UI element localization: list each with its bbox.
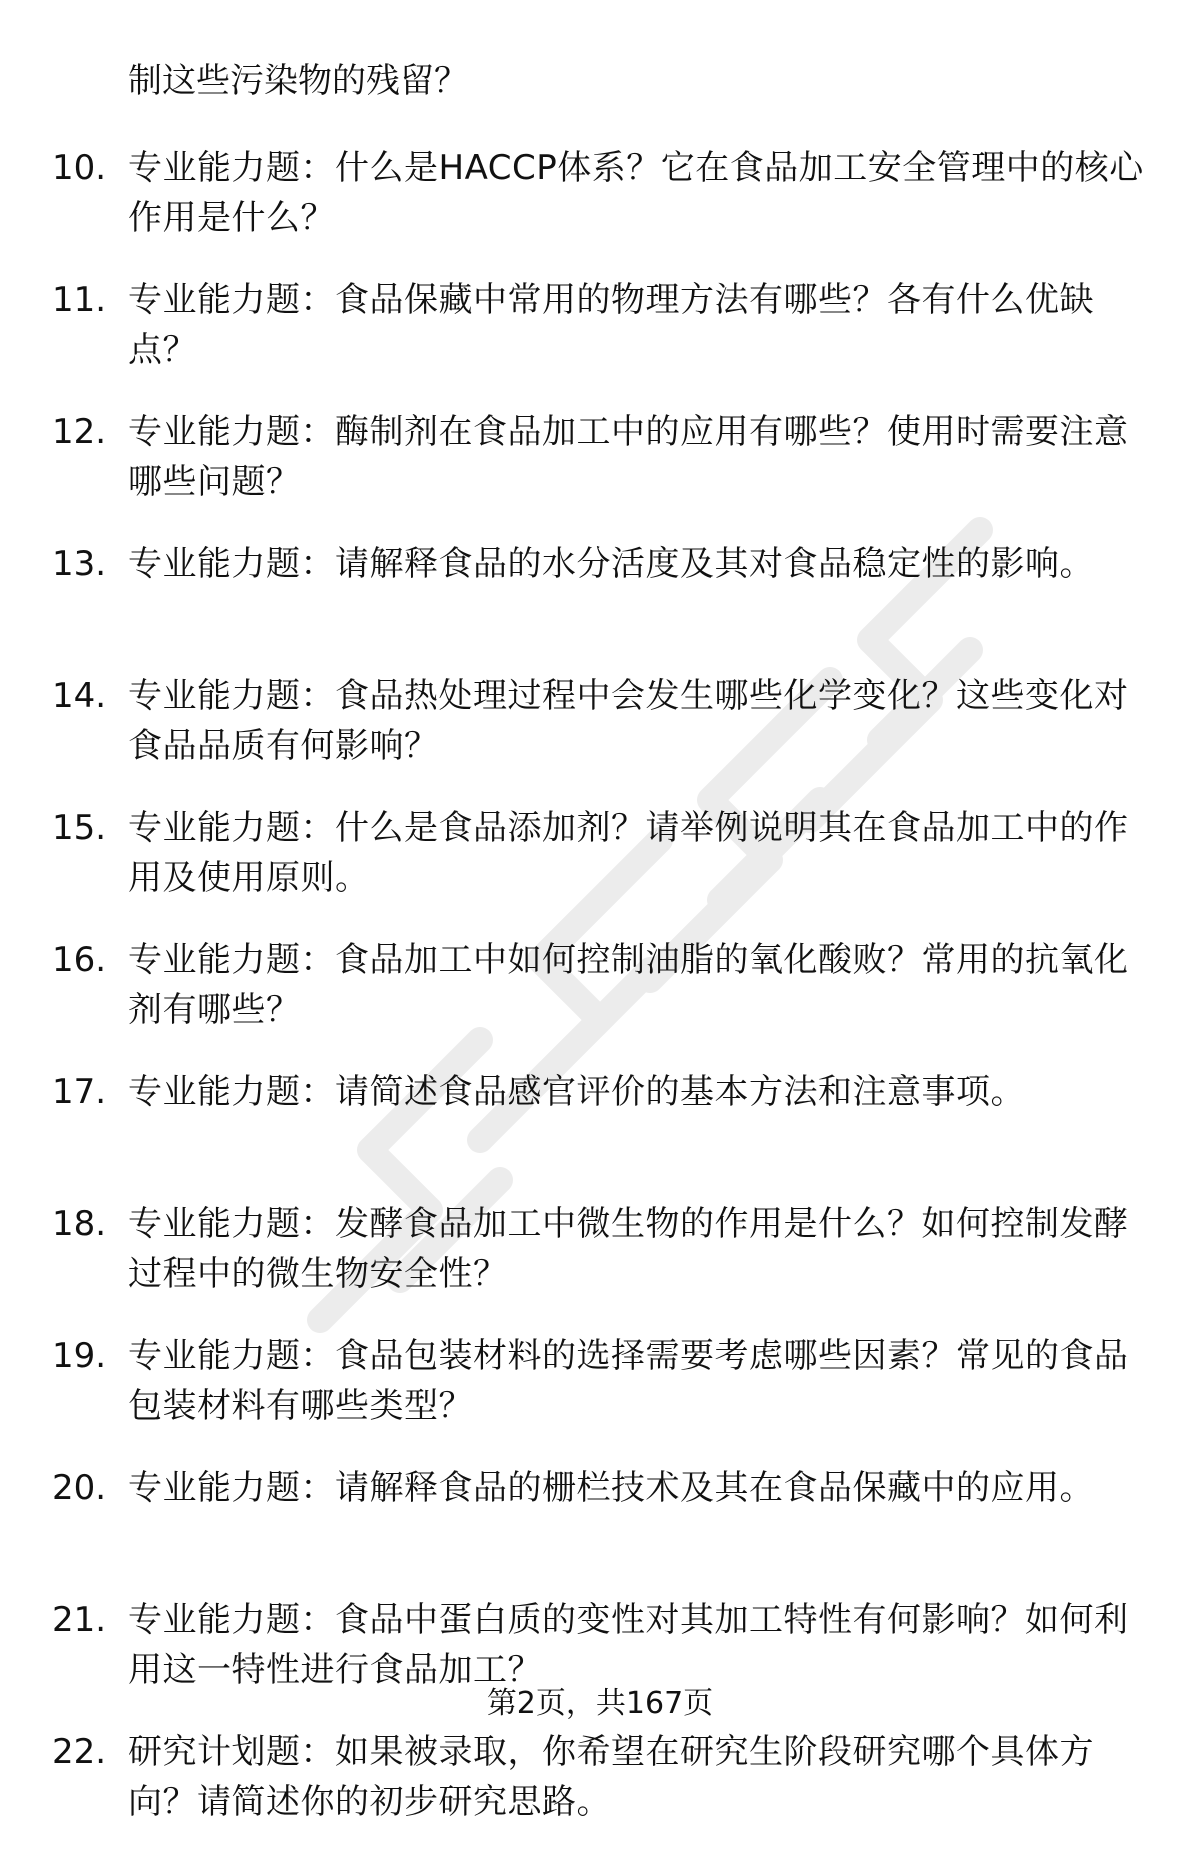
question-text: 专业能力题：什么是HACCP体系？它在食品加工安全管理中的核心作用是什么？ [128, 148, 1144, 238]
question-text: 专业能力题：请解释食品的栅栏技术及其在食品保藏中的应用。 [128, 1468, 1094, 1508]
question-number: 22. [52, 1732, 107, 1772]
question-number: 11. [52, 280, 107, 320]
question-number: 13. [52, 544, 107, 584]
question-text: 专业能力题：食品加工中如何控制油脂的氧化酸败？常用的抗氧化剂有哪些？ [128, 940, 1129, 1030]
question-number: 17. [52, 1072, 107, 1112]
question-text: 专业能力题：请解释食品的水分活度及其对食品稳定性的影响。 [128, 544, 1094, 584]
question-number: 21. [52, 1600, 107, 1640]
question-number: 18. [52, 1204, 107, 1244]
page-footer: 第2页，共167页 [486, 1686, 714, 1721]
question-text: 专业能力题：食品保藏中常用的物理方法有哪些？各有什么优缺点？ [128, 280, 1094, 370]
question-number: 14. [52, 676, 107, 716]
question-number: 20. [52, 1468, 107, 1508]
question-text: 专业能力题：什么是食品添加剂？请举例说明其在食品加工中的作用及使用原则。 [128, 808, 1129, 898]
question-number: 15. [52, 808, 107, 848]
continuation-line: 制这些污染物的残留？ [128, 61, 468, 101]
question-text: 专业能力题：食品热处理过程中会发生哪些化学变化？这些变化对食品品质有何影响？ [128, 676, 1129, 766]
question-text: 专业能力题：酶制剂在食品加工中的应用有哪些？使用时需要注意哪些问题？ [128, 412, 1129, 502]
question-text: 专业能力题：食品中蛋白质的变性对其加工特性有何影响？如何利用这一特性进行食品加工？ [128, 1600, 1129, 1690]
question-text: 研究计划题：如果被录取，你希望在研究生阶段研究哪个具体方向？请简述你的初步研究思路。 [128, 1732, 1094, 1822]
question-text: 专业能力题：食品包装材料的选择需要考虑哪些因素？常见的食品包装材料有哪些类型？ [128, 1336, 1129, 1426]
question-number: 12. [52, 412, 107, 452]
question-text: 专业能力题：发酵食品加工中微生物的作用是什么？如何控制发酵过程中的微生物安全性？ [128, 1204, 1129, 1294]
question-number: 19. [52, 1336, 107, 1376]
question-number: 16. [52, 940, 107, 980]
question-number: 10. [52, 148, 107, 188]
question-text: 专业能力题：请简述食品感官评价的基本方法和注意事项。 [128, 1072, 1025, 1112]
